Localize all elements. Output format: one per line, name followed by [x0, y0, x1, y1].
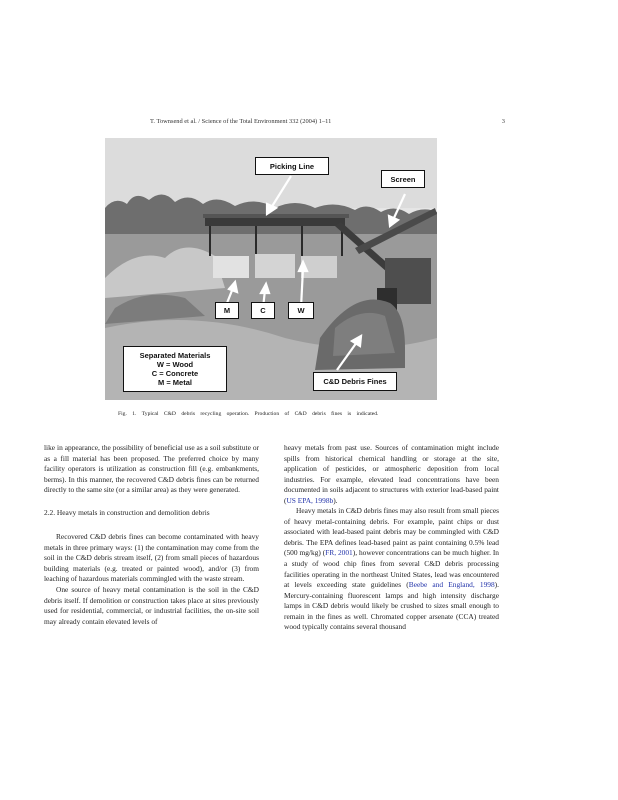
- left-para-1: like in appearance, the possibility of beneficial use as a soil substitute or as a fill material has been proposed. The preferred choice by many facility operators is utilization as construction fill (e.g. embankments, berms). In this manner, the recovered C&D debris fines can be returned directly to the same site (or a similar area) as they were generated.: [44, 443, 259, 495]
- figure-photo: [105, 138, 437, 400]
- section-heading: 2.2. Heavy metals in construction and demolition debris: [44, 507, 210, 517]
- debris-fines-label: C&D Debris Fines: [313, 372, 397, 391]
- wood-marker-label: W: [288, 302, 314, 319]
- right-para-2-text-b: ), however concentrations can be much higher. In a study of wood chip fines from several C&D debris processing facilities operating in the northeast United States, lead was encountered at levels exceeding state guidelines (: [284, 548, 499, 590]
- metal-marker-label: M: [215, 302, 239, 319]
- picking-line-label: Picking Line: [255, 157, 329, 175]
- separated-materials-legend: [123, 346, 227, 392]
- running-head-text: T. Townsend et al. / Science of the Total Environment 332 (2004) 1–11: [150, 118, 332, 125]
- legend-wood: W = Wood: [156, 360, 194, 369]
- concrete-marker-label: C: [251, 302, 275, 319]
- left-column: [44, 443, 259, 627]
- screen-label: Screen: [381, 170, 425, 188]
- legend-metal: M = Metal: [158, 378, 192, 387]
- right-column: [284, 443, 499, 633]
- left-para-3: One source of heavy metal contamination is the soil in the C&D debris itself. If demolition or construction takes place at sites previously used for residential, commercial, or industrial facilities, the on-site soil may already contain elevated levels of: [44, 585, 259, 626]
- citation-fr[interactable]: FR, 2001: [325, 548, 353, 558]
- right-para-1: [284, 443, 499, 506]
- citation-us-epa[interactable]: US EPA, 1998b: [286, 495, 334, 505]
- separated-materials-title: Separated Materials: [139, 351, 211, 360]
- right-para-2-text-c: ). Mercury-containing fluorescent lamps and high intensity discharge lamps in C&D debris would likely be crushed to sizes small enough to remain in the fines as well. Chromated copper arsenate (CCA) treated wood typically contains several thousand: [284, 580, 499, 632]
- right-para-1-text-a: heavy metals from past use. Sources of contamination might include spills from historical chemical handling or storage at the site, application of pesticides, or atmospheric deposition from local industries. For example, elevated lead concentrations have been documented in soils adjacent to structures with exterior lead-based paint (: [284, 443, 499, 505]
- left-para-2: Recovered C&D debris fines can become contaminated with heavy metals in three primary ways: (1) the contamination may come from the soil in the C&D debris stream itself, (2) from small pieces of hazardous building materials (e.g. treated or painted wood), and/or (3) from leaching of hazardous materials commingled with the waste stream.: [44, 532, 259, 584]
- right-para-2-text-a: Heavy metals in C&D debris fines may also result from small pieces of heavy metal-containing debris. For example, paint chips or dust associated with lead-based paint debris may be commingled with C&D debris. The EPA defines lead-based paint as paint containing 0.5% lead (500 mg/kg) (: [284, 506, 499, 558]
- page-number: 3: [501, 118, 505, 125]
- right-para-1-text-b: ).: [333, 495, 338, 505]
- running-header: [150, 118, 505, 125]
- right-para-2: [284, 506, 499, 633]
- citation-beebe[interactable]: Beebe and England, 1998: [408, 580, 495, 590]
- legend-concrete: C = Concrete: [151, 369, 199, 378]
- figure-caption: Fig. 1. Typical C&D debris recycling operation. Production of C&D debris fines is indicated.: [118, 411, 379, 417]
